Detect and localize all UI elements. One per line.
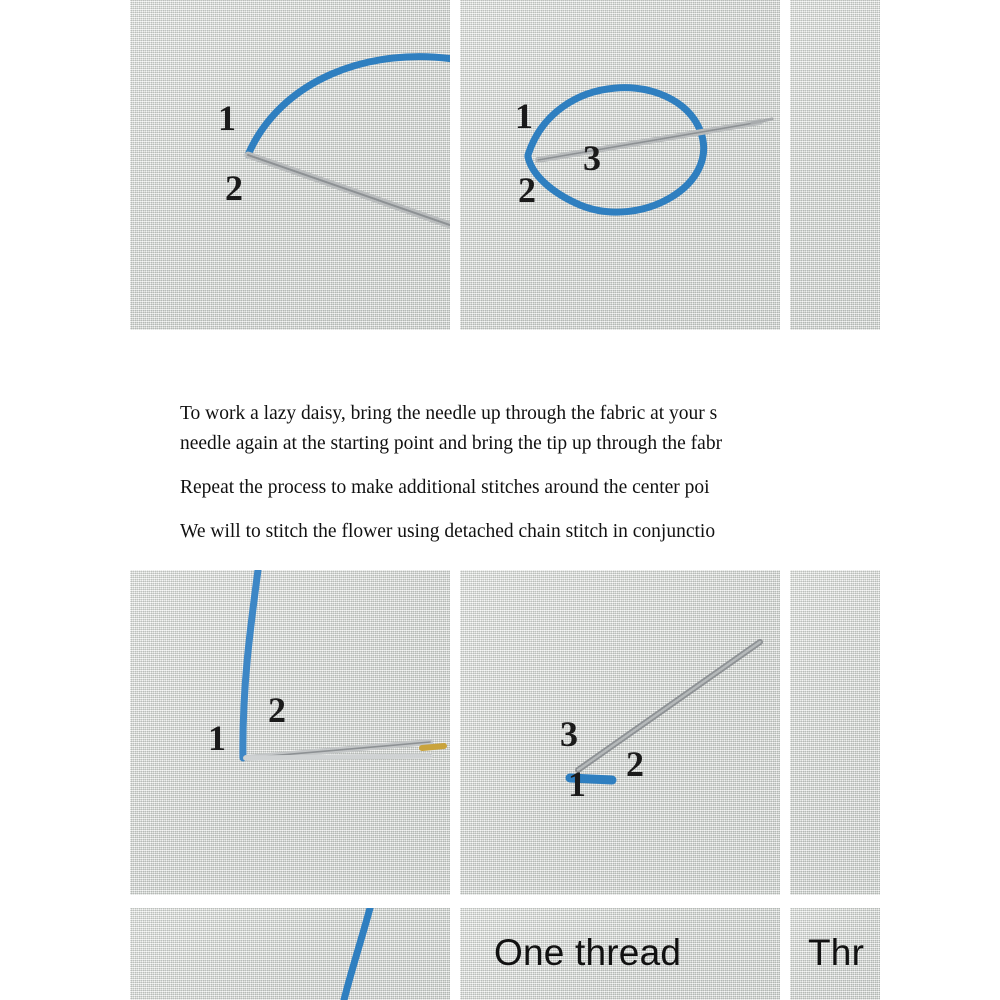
figure-caption: Thr <box>808 932 865 973</box>
figure-row-middle <box>130 570 880 895</box>
figure-label: 1 <box>208 718 226 758</box>
figure-row-top <box>130 0 880 330</box>
figure-label: 1 <box>515 96 533 136</box>
figure-one-thread-sample <box>460 908 780 1000</box>
figure-label: 3 <box>583 138 601 178</box>
figure-detached-chain-loop <box>130 0 450 330</box>
figure-three-thread-sample <box>790 908 880 1000</box>
figure-thread-sample-blue <box>130 908 450 1000</box>
figure-blank-fabric-right <box>790 570 880 895</box>
paragraph: We will to stitch the flower using detached chain stitch in conjunctio <box>180 521 716 542</box>
figure-label: 2 <box>518 170 536 210</box>
figure-straight-stitch-start <box>130 570 450 895</box>
blue-thread-strand <box>130 908 450 1000</box>
petal-illustration <box>460 0 780 330</box>
figure-label: 2 <box>225 168 243 208</box>
figure-label: 3 <box>560 714 578 754</box>
paragraph: To work a lazy daisy, bring the needle up through the fabric at your s <box>180 403 718 424</box>
figure-row-bottom <box>130 908 880 1000</box>
figure-label: 2 <box>268 690 286 730</box>
paragraph: Repeat the process to make additional stitches around the center poi <box>180 477 710 498</box>
figure-straight-stitch-finish <box>460 570 780 895</box>
figure-blank-fabric-right <box>790 0 880 330</box>
figure-label: 1 <box>568 764 586 804</box>
figure-label: 1 <box>218 98 236 138</box>
instruction-text <box>180 398 1000 547</box>
loop-illustration <box>130 0 450 330</box>
straight-stitch-illustration <box>130 570 450 895</box>
paragraph: needle again at the starting point and bring the tip up through the fabr <box>180 433 723 454</box>
figure-label: 2 <box>626 744 644 784</box>
figure-detached-chain-anchor <box>460 0 780 330</box>
figure-caption: One thread <box>494 932 682 973</box>
needle-exit-illustration <box>460 570 780 895</box>
